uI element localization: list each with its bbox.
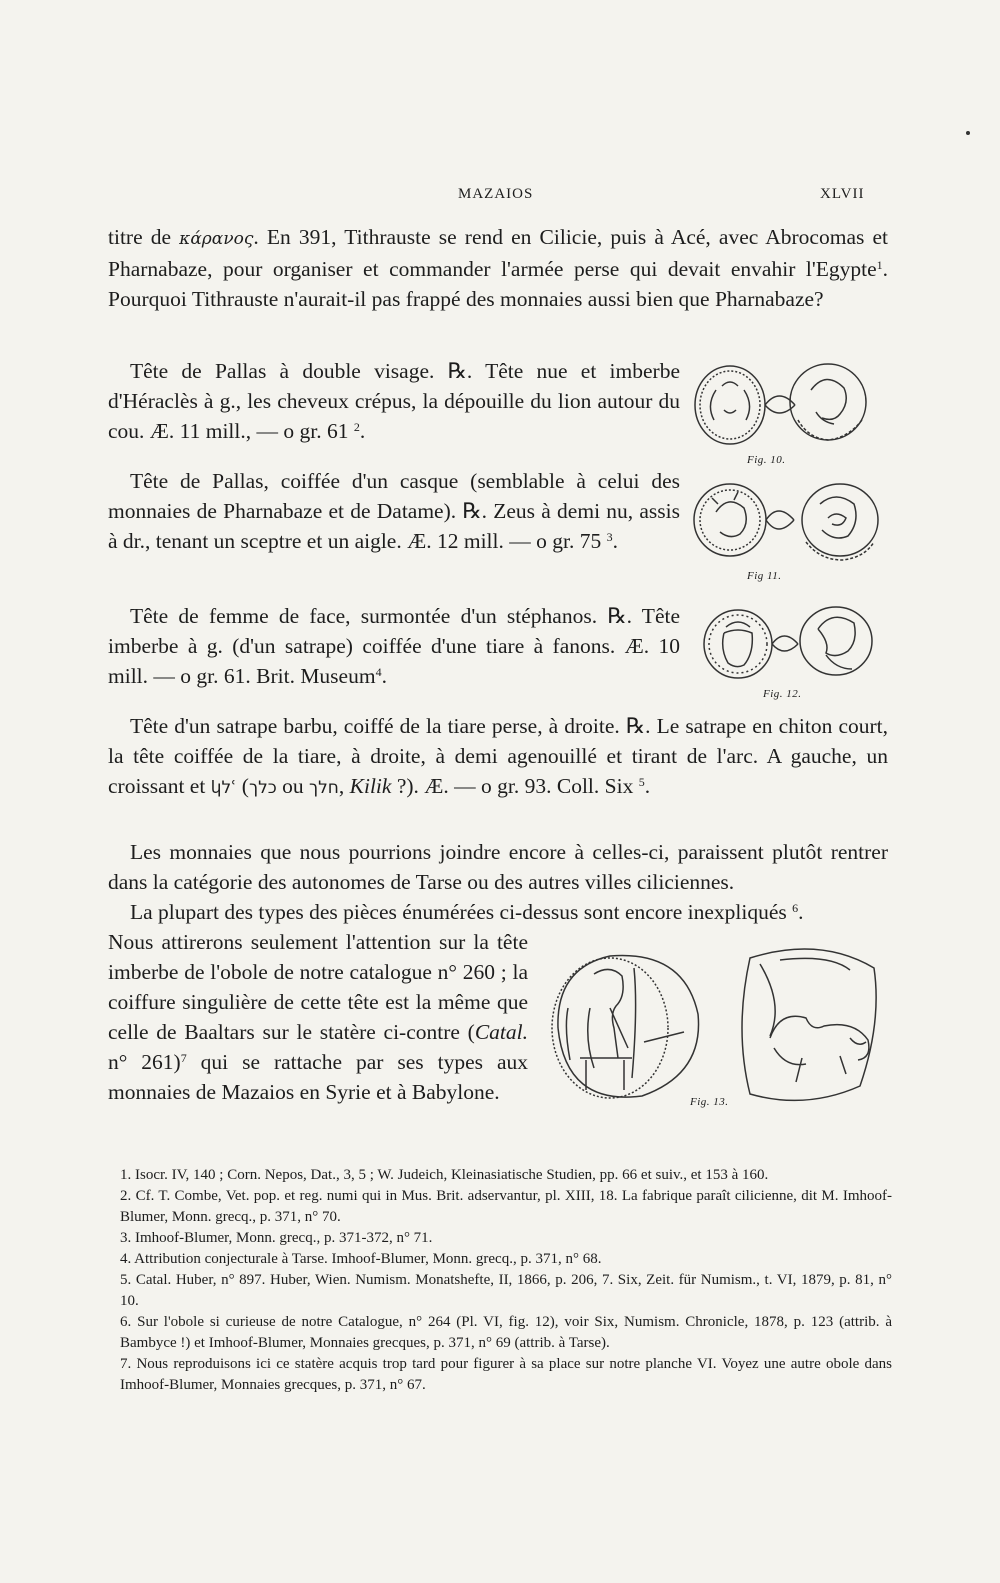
paragraph-2: Tête de Pallas à double visage. ℞. Tête nue et imberbe d'Héraclès à g., les cheveux crépus, la dépouille du lion autour du cou. Æ. 11 mill., — o gr. 61 $^2$.	[108, 359, 680, 443]
hebrew-legend-2: חלך	[308, 778, 339, 798]
footnote-6: 6. Sur l'obole si curieuse de notre Catalogue, n° 264 (Pl. VI, fig. 12), voir Six, Numism. Chronicle, 1878, p. 123 (attrib. à Bambyce !) et Imhoof-Blumer, Monnaies grecques, p. 371, n° 69 (attrib. à Tarse).	[120, 1314, 892, 1351]
footnote-5: 5. Catal. Huber, n° 897. Huber, Wien. Numism. Monatshefte, II, 1866, p. 206, 7. Six, Zeit. für Numism., t. VI, 1879, p. 81, n° 10.	[120, 1272, 892, 1309]
fig12-drawing	[700, 603, 880, 685]
paragraph-1: titre de κάρανος. En 391, Tithrauste se rend en Cilicie, puis à Acé, avec Abrocomas et Pharnabaze, pour organiser et commander l'armée perse qui devait envahir l'Egypte$^1$. Pourquoi Tithrauste n'aurait-il pas frappé des monnaies aussi bien que Pharnabaze?	[108, 225, 888, 311]
caption-fig-12: Fig. 12.	[763, 688, 802, 700]
footnote-ref[interactable]: 5	[638, 775, 645, 789]
paragraph-3: Tête de Pallas, coiffée d'un casque (semblable à celui des monnaies de Pharnabaze et de Datame). ℞. Zeus à demi nu, assis à dr., tenant un sceptre et un aigle. Æ. 12 mill. — o gr. 75 $^3$.	[108, 469, 680, 553]
paragraph-8: Nous attirerons seulement l'attention sur la tête imberbe de l'obole de notre catalogue n° 260 ; la coiffure singulière de cette tête est la même que celle de Baaltars sur le statère ci-contre (Catal. n° 261)$^7$ qui se rattache par ses types aux monnaies de Mazaios en Syrie et à Babylone.	[108, 930, 528, 1104]
footnote-7: 7. Nous reproduisons ici ce statère acquis trop tard pour figurer à sa place sur notre planche VI. Voyez une autre obole dans Imhoof-Blumer, Monnaies grecques, p. 371, n° 67.	[120, 1356, 892, 1393]
caption-fig-10: Fig. 10.	[747, 454, 786, 466]
footnote-2: 2. Cf. T. Combe, Vet. pop. et reg. numi qui in Mus. Brit. adservantur, pl. XIII, 18. La fabrique paraît cilicienne, dit M. Imhoof-Blumer, Monn. grecq., p. 371, n° 70.	[120, 1188, 892, 1225]
hebrew-legend-1: כלך	[248, 778, 277, 798]
footnotes	[120, 1165, 892, 1396]
aramaic-legend: կלՙ	[210, 778, 237, 798]
paragraph-4: Tête de femme de face, surmontée d'un stéphanos. ℞. Tête imberbe à g. (d'un satrape) coiffée d'une tiare à fanons. Æ. 10 mill. — o gr. 61. Brit. Museum$^4$.	[108, 604, 680, 688]
caption-fig-11: Fig 11.	[747, 570, 782, 582]
footnote-4: 4. Attribution conjecturale à Tarse. Imhoof-Blumer, Monn. grecq., p. 371, n° 68.	[120, 1251, 602, 1267]
footnote-ref[interactable]: 2	[353, 420, 360, 434]
paragraph-6: Les monnaies que nous pourrions joindre encore à celles-ci, paraissent plutôt rentrer dans la catégorie des autonomes de Tarse ou des autres villes ciliciennes.	[108, 840, 888, 894]
fig13-drawing	[550, 938, 880, 1113]
footnote-3: 3. Imhoof-Blumer, Monn. grecq., p. 371-372, n° 71.	[120, 1230, 433, 1246]
fig10-drawing	[686, 360, 882, 450]
caption-fig-13: Fig. 13.	[690, 1096, 729, 1108]
footnote-1: 1. Isocr. IV, 140 ; Corn. Nepos, Dat., 3, 5 ; W. Judeich, Kleinasiatische Studien, pp. 66 et suiv., et 153 à 160.	[120, 1167, 769, 1183]
footnote-ref[interactable]: 3	[606, 530, 613, 544]
footnote-ref[interactable]: 6	[792, 901, 799, 915]
greek-word: κάρανος	[179, 229, 254, 249]
footnote-ref[interactable]: 7	[180, 1051, 187, 1065]
fig11-drawing	[688, 478, 884, 566]
paragraph-7: La plupart des types des pièces énumérées ci-dessus sont encore inexpliqués $^6$.	[130, 900, 804, 924]
footnote-ref[interactable]: 1	[876, 258, 883, 272]
figure-12-coin	[700, 603, 880, 685]
figure-13-stater	[550, 938, 880, 1113]
speck	[966, 131, 970, 135]
paragraph-5: Tête d'un satrape barbu, coiffé de la tiare perse, à droite. ℞. Le satrape en chiton court, la tête coiffée de la tiare, à droite, à demi agenouillé et tirant de l'arc. A gauche, un croissant et կלՙ (כלך ou חלך, Kilik ?). Æ. — o gr. 93. Coll. Six $^5$.	[108, 714, 888, 798]
figure-10-coin	[686, 360, 882, 450]
running-head-title: MAZAIOS	[458, 186, 534, 202]
figure-11-coin	[688, 478, 884, 566]
footnote-ref[interactable]: 4	[375, 665, 382, 679]
page-number: XLVII	[820, 186, 865, 202]
